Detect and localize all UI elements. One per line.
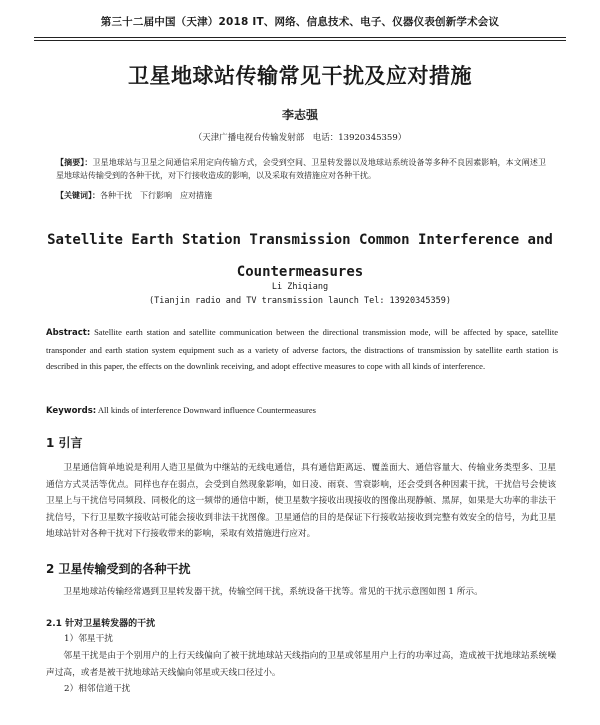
introduction-paragraph: 卫星通信简单地说是利用人造卫星做为中继站的无线电通信，具有通信距离远、覆盖面大、通信容量大、传输业务类型多、卫星通信方式灵活等优点。同样也存在弱点，会受到自然现象影响，如日凌、雨衰、雪衰影响，还会受到各种因素干扰，干扰信号会使该卫星上与干扰信号同频段、同极化的这一频带的通信中断，使卫星数字接收出现接收的图像出现静帧、黑屏，如果是大功率的非法干扰信号，下行卫星数字接收站可能会接收到非法干扰图像。卫星通信的目的是保证下行接收站接收到完整有效安全的信号，为此卫星地球站针对各种干扰对下行接收带来的影响，采取有效措施进行应对。 (46, 463, 556, 539)
en-keywords-label: Keywords: (46, 406, 97, 416)
interference-paragraph: 卫星地球站传输经常遇到卫星转发器干扰，传输空间干扰，系统设备干扰等。常见的干扰示意图如图 1 所示。 (63, 587, 483, 597)
cn-keywords (56, 190, 546, 201)
cn-keywords-text: 各种干扰 下行影响 应对措施 (100, 191, 212, 200)
list-item-adjacent-satellite: 1）邻星干扰 (64, 634, 113, 644)
en-keywords (46, 405, 558, 416)
en-abstract-text: Satellite earth station and satellite communication between the directional transmission mode, will be affected by space, satellite transponder and earth station system equipment such as a variety of adverse factors, the distractions of transmission by satellite earth station is described in this paper, the effects on the downlink receiving, and adopt effective measures to cope with all kinds of interference. (46, 327, 558, 371)
conference-header: 第三十二届中国（天津）2018 IT、网络、信息技术、电子、仪器仪表创新学术会议 (100, 16, 500, 28)
en-abstract-label: Abstract: (46, 328, 91, 338)
en-author: Li Zhiqiang (271, 282, 329, 292)
en-abstract (46, 324, 558, 375)
cn-keywords-label: 【关键词】： (56, 191, 100, 200)
cn-abstract (56, 157, 546, 182)
adjacent-satellite-paragraph: 邻星干扰是由于个别用户的上行天线偏向了被干扰地球站天线指向的卫星或邻星用户上行的功率过高，造成被干扰地球站系统噪声过高，或者是被干扰地球站天线偏向邻星或天线口径过小。 (46, 651, 556, 678)
cn-author: 李志强 (281, 108, 318, 122)
cn-abstract-label: 【摘要】： (56, 158, 93, 167)
section-heading-introduction: 1 引言 (46, 436, 83, 450)
cn-affiliation: （天津广播电视台传输发射部 电话：13920345359） (193, 133, 407, 143)
header-rule (34, 40, 566, 41)
cn-title: 卫星地球站传输常见干扰及应对措施 (128, 64, 472, 88)
header-rule (34, 37, 566, 38)
en-title: Satellite Earth Station Transmission Common Interference and Countermeasures (47, 232, 553, 280)
subsection-heading-transponder: 2.1 针对卫星转发器的干扰 (46, 619, 156, 629)
cn-abstract-text: 卫星地球站与卫星之间通信采用定向传输方式，会受到空间、卫星转发器以及地球站系统设备等多种不良因素影响，本文阐述卫星地球站传输受到的各种干扰，对下行接收造成的影响，以及采取有效措施应对各种干扰。 (56, 158, 546, 180)
list-item-adjacent-channel: 2）相邻信道干扰 (64, 684, 131, 694)
en-affiliation: (Tianjin radio and TV transmission launch Tel: 13920345359) (149, 296, 451, 306)
en-keywords-text: All kinds of interference Downward influence Countermeasures (97, 405, 316, 415)
section-heading-interference: 2 卫星传输受到的各种干扰 (46, 562, 191, 576)
